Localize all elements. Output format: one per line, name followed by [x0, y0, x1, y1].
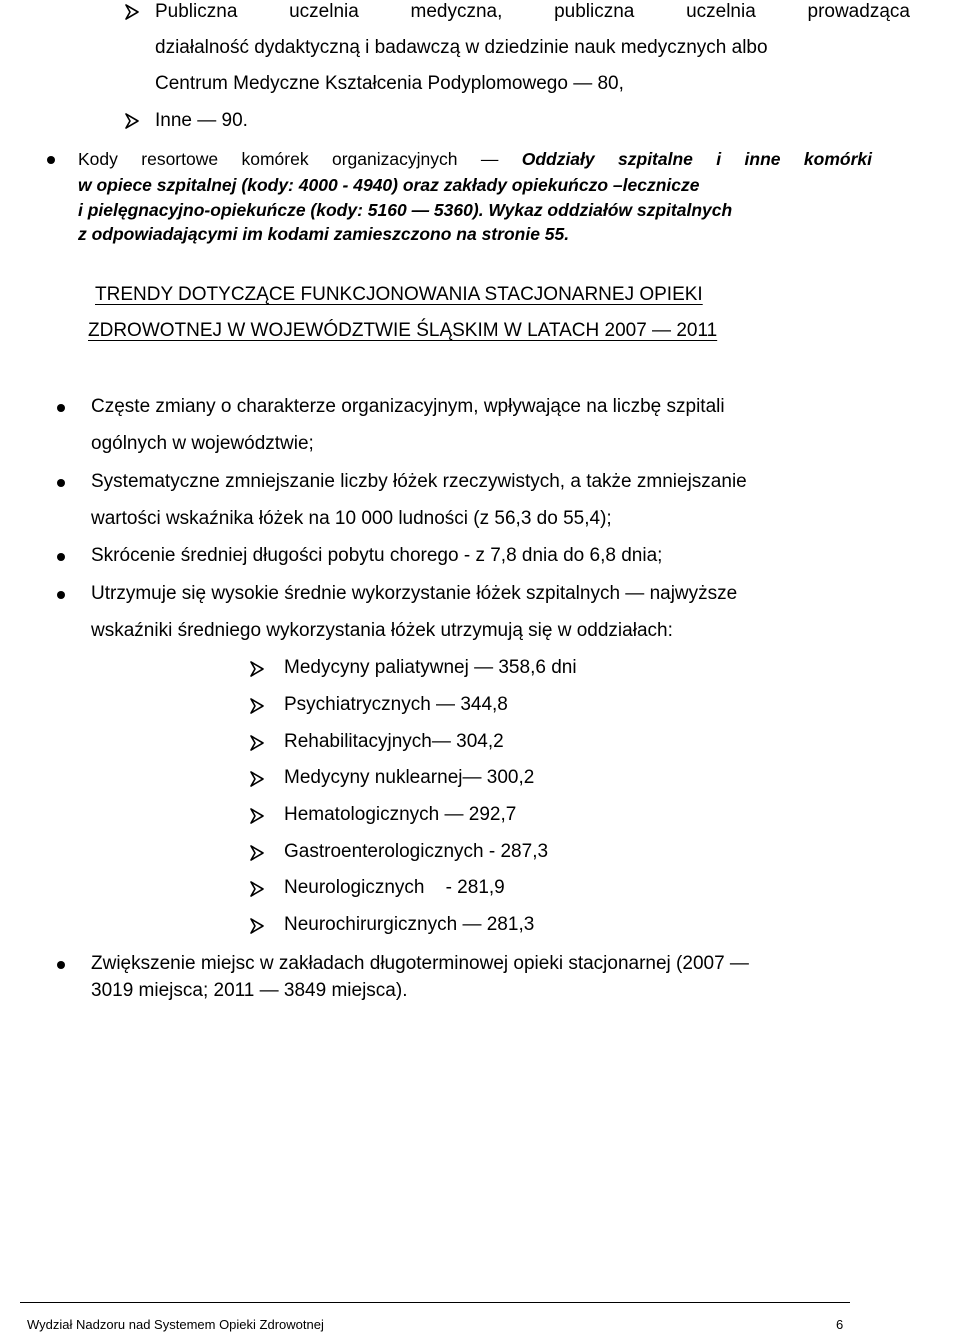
- arrow-bullet-icon: [249, 881, 265, 897]
- top-item-1-line-1: Publiczna uczelnia medyczna, publiczna uczelnia prowadząca: [155, 1, 910, 22]
- trend-1-line-1: Częste zmiany o charakterze organizacyjnym, wpływające na liczbę szpitali: [91, 396, 725, 417]
- arrow-bullet-icon: [124, 4, 140, 20]
- bullet-dot-icon: [47, 156, 55, 164]
- arrow-bullet-icon: [249, 771, 265, 787]
- ward-item: Hematologicznych — 292,7: [284, 804, 517, 825]
- arrow-bullet-icon: [249, 918, 265, 934]
- trend-2-line-1: Systematyczne zmniejszanie liczby łóżek rzeczywistych, a także zmniejszanie: [91, 471, 747, 492]
- bullet-dot-icon: [57, 591, 65, 599]
- trend-3: Skrócenie średniej długości pobytu chorego - z 7,8 dnia do 6,8 dnia;: [91, 545, 663, 566]
- arrow-bullet-icon: [249, 698, 265, 714]
- bullet-dot-icon: [57, 479, 65, 487]
- page-number: 6: [836, 1317, 844, 1332]
- arrow-bullet-icon: [249, 661, 265, 677]
- ward-item: Rehabilitacyjnych— 304,2: [284, 731, 504, 752]
- codes-line-4: z odpowiadającymi im kodami zamieszczono na stronie 55.: [78, 224, 570, 244]
- arrow-bullet-icon: [249, 808, 265, 824]
- ward-item: Neurologicznych - 281,9: [284, 877, 505, 898]
- bullet-dot-icon: [57, 404, 65, 412]
- section-heading-line-1: TRENDY DOTYCZĄCE FUNKCJONOWANIA STACJONARNEJ OPIEKI: [95, 284, 703, 305]
- trend-5-line-1: Zwiększenie miejsc w zakładach długoterminowej opieki stacjonarnej (2007 —: [91, 953, 749, 974]
- section-heading-line-2: ZDROWOTNEJ W WOJEWÓDZTWIE ŚLĄSKIM W LATACH 2007 — 2011: [88, 320, 718, 341]
- codes-line-1: Kody resortowe komórek organizacyjnych — Oddziały szpitalne i inne komórki: [78, 149, 872, 169]
- trend-4-line-2: wskaźniki średniego wykorzystania łóżek utrzymują się w oddziałach:: [91, 620, 673, 641]
- ward-item: Neurochirurgicznych — 281,3: [284, 914, 535, 935]
- footer-department: Wydział Nadzoru nad Systemem Opieki Zdrowotnej: [27, 1317, 324, 1332]
- top-item-1-line-2: działalność dydaktyczną i badawczą w dziedzinie nauk medycznych albo: [155, 37, 768, 58]
- ward-item: Psychiatrycznych — 344,8: [284, 694, 508, 715]
- trend-5-line-2: 3019 miejsca; 2011 — 3849 miejsca).: [91, 980, 408, 1001]
- ward-item: Gastroenterologicznych - 287,3: [284, 841, 549, 862]
- trend-1-line-2: ogólnych w województwie;: [91, 433, 314, 454]
- trend-2-line-2: wartości wskaźnika łóżek na 10 000 ludności (z 56,3 do 55,4);: [91, 508, 612, 529]
- arrow-bullet-icon: [249, 735, 265, 751]
- top-item-1-line-3: Centrum Medyczne Kształcenia Podyplomowego — 80,: [155, 73, 624, 94]
- ward-item: Medycyny paliatywnej — 358,6 dni: [284, 657, 577, 678]
- footer-divider: [20, 1302, 850, 1303]
- codes-line-2: w opiece szpitalnej (kody: 4000 - 4940) oraz zakłady opiekuńczo –lecznicze: [78, 175, 700, 195]
- bullet-dot-icon: [57, 553, 65, 561]
- codes-line-3: i pielęgnacyjno-opiekuńcze (kody: 5160 — 5360). Wykaz oddziałów szpitalnych: [78, 200, 733, 220]
- bullet-dot-icon: [57, 961, 65, 969]
- top-item-2: Inne — 90.: [155, 110, 248, 131]
- ward-item: Medycyny nuklearnej— 300,2: [284, 767, 535, 788]
- arrow-bullet-icon: [124, 113, 140, 129]
- trend-4-line-1: Utrzymuje się wysokie średnie wykorzystanie łóżek szpitalnych — najwyższe: [91, 583, 738, 604]
- arrow-bullet-icon: [249, 845, 265, 861]
